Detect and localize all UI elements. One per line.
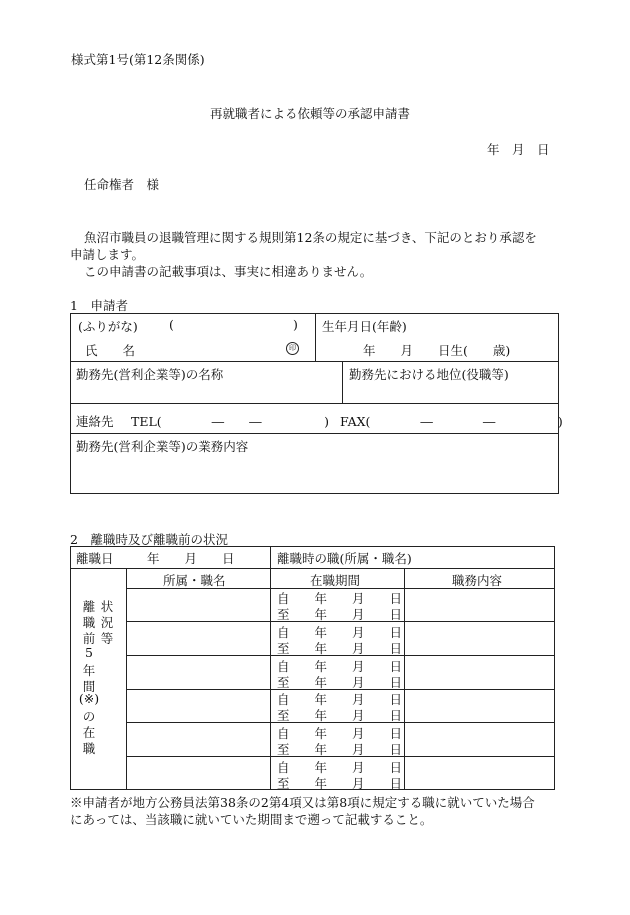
side-char: 在 xyxy=(82,725,96,740)
furigana-open: ( xyxy=(169,317,174,332)
divider xyxy=(70,433,559,434)
period-from: 自 年 月 日 xyxy=(277,726,403,741)
side-char: (※) xyxy=(78,691,100,706)
footnote-line-2: にあっては、当該職に就いていた期間まで遡って記載すること。 xyxy=(70,812,433,827)
birth-label: 生年月日(年齢) xyxy=(322,319,407,334)
employer-name-label: 勤務先(営利企業等)の名称 xyxy=(76,367,224,382)
period-to: 至 年 月 日 xyxy=(277,641,403,656)
name-label: 氏 名 xyxy=(85,343,136,358)
form-title: 再就職者による依頼等の承認申請書 xyxy=(210,106,411,121)
side-char: 等 xyxy=(100,631,114,646)
body-line-3: この申請書の記載事項は、事実に相違ありません。 xyxy=(84,264,373,279)
period-from: 自 年 月 日 xyxy=(277,625,403,640)
side-char: 年 xyxy=(82,663,96,678)
body-line-1: 魚沼市職員の退職管理に関する規則第12条の規定に基づき、下記のとおり承認を xyxy=(84,230,537,245)
side-char: 離 xyxy=(82,599,96,614)
divider xyxy=(70,403,559,404)
tel-field: TEL( ― ― ) xyxy=(131,414,330,429)
fax-field: FAX( ― ― ) xyxy=(340,414,563,429)
birth-format: 年 月 日生( 歳) xyxy=(363,343,511,358)
col-header-duties: 職務内容 xyxy=(452,573,503,588)
furigana-close: ) xyxy=(293,317,298,332)
period-from: 自 年 月 日 xyxy=(277,692,403,707)
period-from: 自 年 月 日 xyxy=(277,591,403,606)
period-to: 至 年 月 日 xyxy=(277,776,403,791)
body-line-2: 申請します。 xyxy=(70,247,145,262)
retire-post-label: 離職時の職(所属・職名) xyxy=(277,551,412,566)
side-char: の xyxy=(82,709,96,724)
side-char: 5 xyxy=(85,645,93,660)
addressee: 任命権者 様 xyxy=(84,177,160,192)
position-label: 勤務先における地位(役職等) xyxy=(349,367,509,382)
side-char: 前 xyxy=(82,631,96,646)
divider xyxy=(315,313,316,362)
retire-date-label: 離職日 xyxy=(76,551,114,566)
period-to: 至 年 月 日 xyxy=(277,607,403,622)
period-to: 至 年 月 日 xyxy=(277,675,403,690)
divider xyxy=(70,568,555,569)
footnote-line-1: ※申請者が地方公務員法第38条の2第4項又は第8項に規定する職に就いていた場合 xyxy=(70,795,535,810)
section2-heading: 2 離職時及び離職前の状況 xyxy=(70,532,228,547)
period-to: 至 年 月 日 xyxy=(277,708,403,723)
period-to: 至 年 月 日 xyxy=(277,742,403,757)
divider xyxy=(270,546,271,568)
retire-date-format: 年 月 日 xyxy=(147,551,235,566)
section1-heading: 1 申請者 xyxy=(70,298,128,313)
form-number: 様式第1号(第12条関係) xyxy=(71,52,205,67)
side-char: 間 xyxy=(82,679,96,694)
business-label: 勤務先(営利企業等)の業務内容 xyxy=(76,439,249,454)
col-header-post: 所属・職名 xyxy=(163,573,226,588)
side-char: 職 xyxy=(82,741,96,756)
contact-label: 連絡先 xyxy=(76,414,114,429)
col-header-period: 在職期間 xyxy=(310,573,361,588)
period-from: 自 年 月 日 xyxy=(277,760,403,775)
side-char: 況 xyxy=(100,615,114,630)
side-char: 職 xyxy=(82,615,96,630)
seal-mark: 印 xyxy=(286,342,299,355)
divider xyxy=(342,361,343,404)
date-line: 年 月 日 xyxy=(487,142,550,157)
furigana-label: (ふりがな) xyxy=(78,319,138,334)
divider xyxy=(70,361,559,362)
side-char: 状 xyxy=(100,599,114,614)
period-from: 自 年 月 日 xyxy=(277,659,403,674)
